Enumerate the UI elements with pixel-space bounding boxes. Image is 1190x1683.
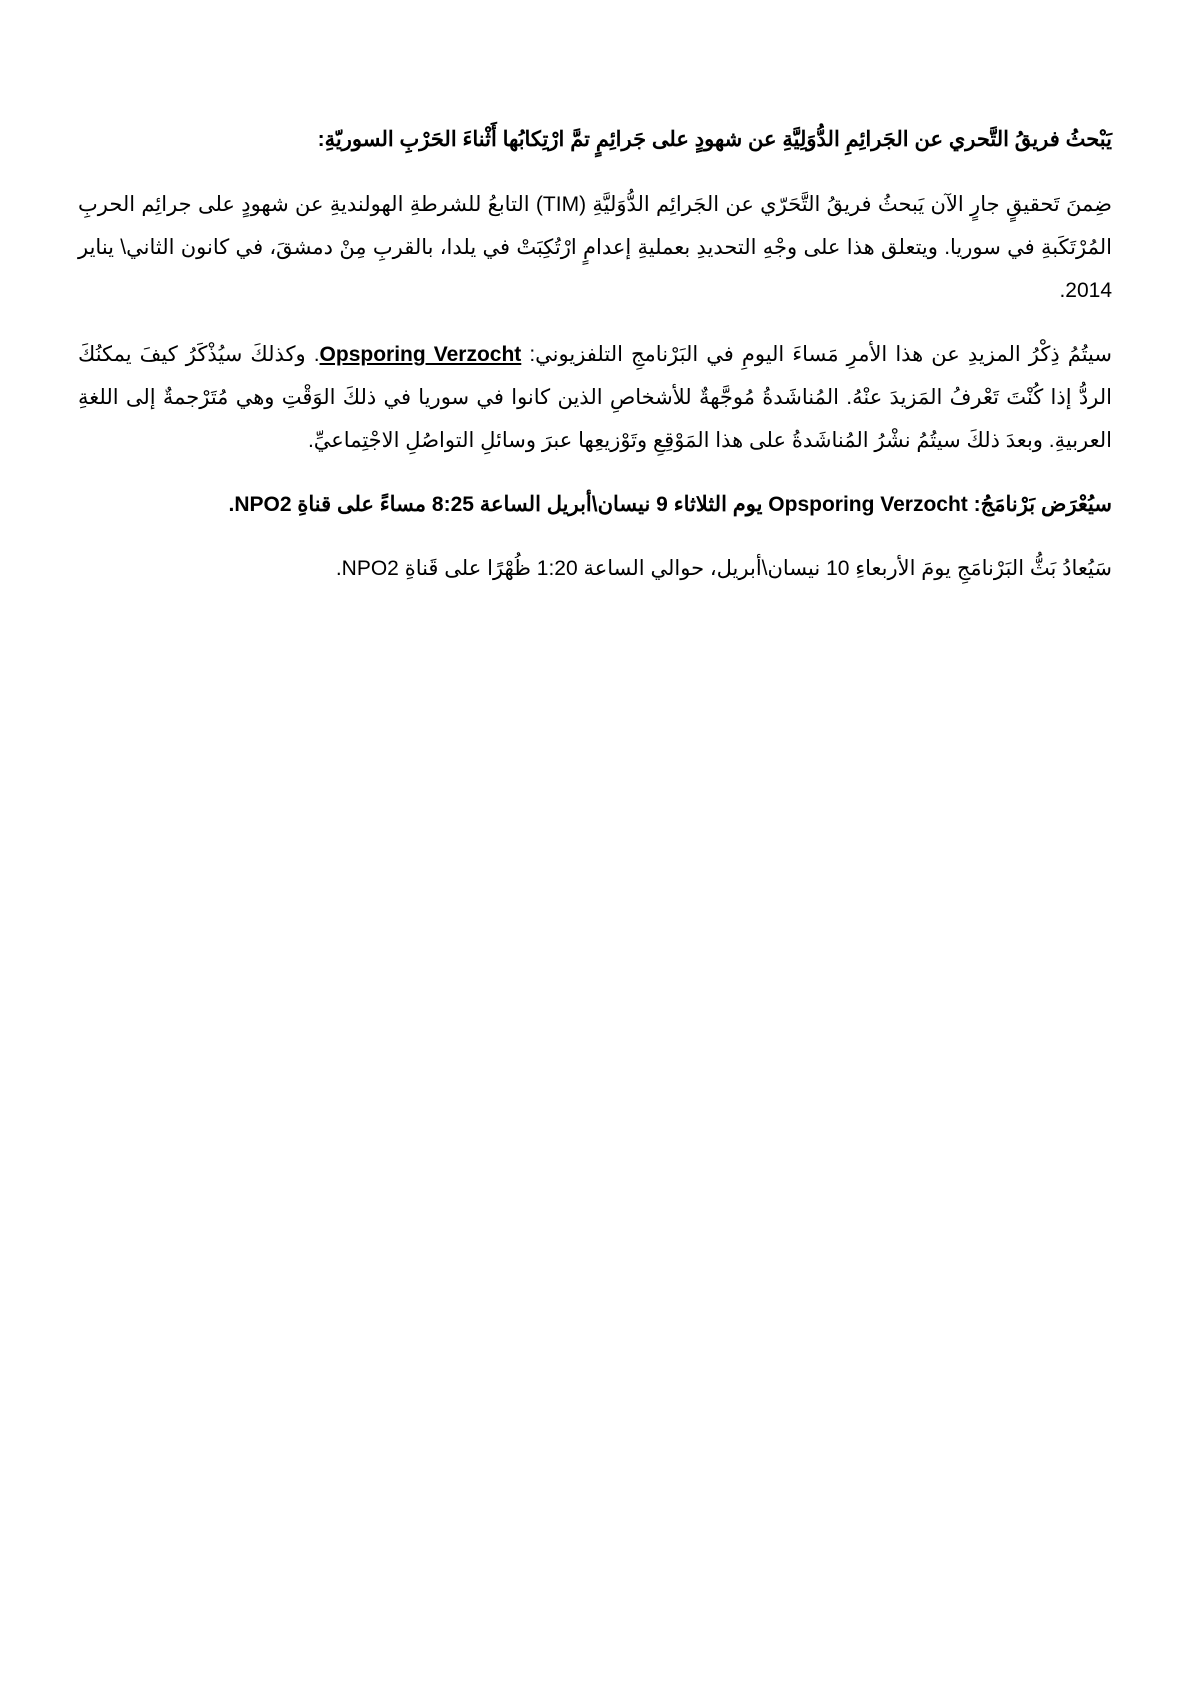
paragraph-tv-program-details	[78, 333, 1112, 462]
paragraph-broadcast-schedule	[78, 483, 1112, 526]
schedule-paragraph-post-text: يوم الثلاثاء 9 نيسان\أبريل الساعة 8:25 مساءً على قناةِ NPO2.	[228, 493, 769, 516]
program-name-underlined: Opsporing Verzocht	[319, 343, 522, 366]
program-paragraph-post-text: . وكذلكَ سيُذْكَرُ كيفَ يمكنُكَ الردُّ إذا كُنْتَ تَعْرفُ المَزيدَ عنْهُ. المُناشَدةُ مُوجَّهةٌ للأشخاصِ الذين كانوا في سوريا في ذلكَ الوَقْتِ وهي مُتَرْجمةٌ إلى اللغةِ العربيةِ. وبعدَ ذلكَ سيتُمُ نشْرُ المُناشَدةُ على هذا المَوْقِعِ وتَوْزيعِها عبرَ وسائلِ التواصُلِ الاجْتِماعيِّ.	[78, 343, 1112, 452]
schedule-paragraph-pre-text: سيُعْرَض بَرْنامَجُ:	[967, 493, 1112, 516]
program-paragraph-pre-text: سيتُمُ ذِكْرُ المزيدِ عن هذا الأمرِ مَساءَ اليومِ في البَرْنامجِ التلفزيوني:	[521, 343, 1112, 366]
paragraph-rebroadcast-info: سَيُعادُ بَثُّ البَرْنامَجِ يومَ الأربعاءِ 10 نيسان\أبريل، حوالي الساعة 1:20 ظُهْرًا على قَناةِ NPO2.	[335, 557, 1112, 580]
program-name-bold: Opsporing Verzocht	[768, 493, 968, 516]
paragraph-investigation-intro: ضِمنَ تَحقيقٍ جارٍ الآن يَبحثُ فريقُ التَّحَرّي عن الجَرائِم الدُّوَليَّةِ (TIM) التابعُ للشرطةِ الهولنديةِ عن شهودٍ على جرائِم الحربِ المُرْتَكَبةِ في سوريا. ويتعلق هذا على وجْهِ التحديدِ بعمليةِ إعدامٍ ارْتُكِبَتْ في يلدا، بالقربِ مِنْ دمشقَ، في كانون الثاني\ يناير 2014.	[78, 193, 1112, 302]
document-title: يَبْحثُ فريقُ التَّحري عن الجَرائِمِ الدُّوَلِيَّةِ عن شهودٍ على جَرائِمٍ تمَّ ارْتِكابُها أَثْناءَ الحَرْبِ السوريّةِ:	[317, 128, 1112, 151]
